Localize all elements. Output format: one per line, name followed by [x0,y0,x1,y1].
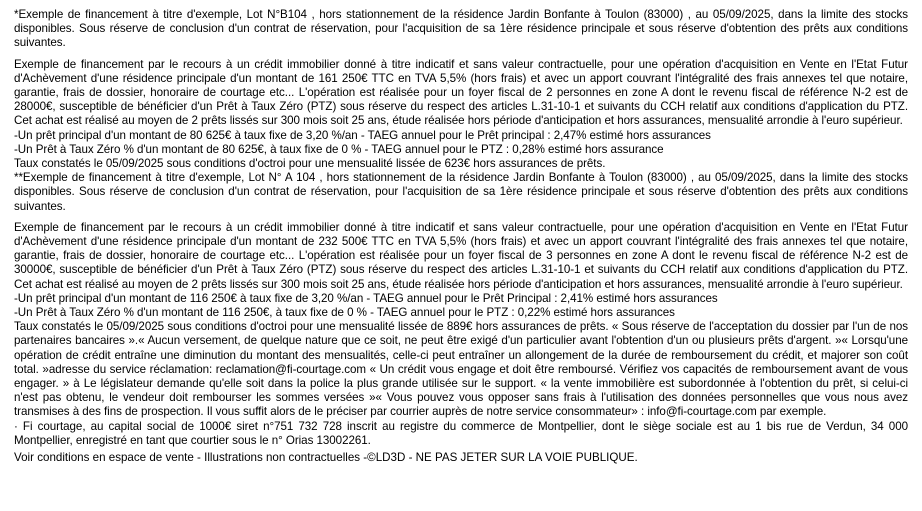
spacer [14,51,908,58]
offer-a-rates: Taux constatés le 05/09/2025 sous conditions d'octroi pour une mensualité lissée de 623€ hors assurances de prêts. [14,157,606,171]
offer-a-body: Exemple de financement par le recours à un crédit immobilier donné à titre indicatif et sans valeur contractuelle, pour une opération d'acquisition en Vente en l'Etat Futur d'Achèvement d'une résidence principale d'un montant de 161 250€ TTC en TVA 5,5% (hors frais) et avec un apport couvrant l'intégralité des frais annexes tel que notaire, garantie, frais de dossier, honoraire de courtage etc... L'opération est réalisée pour un foyer fiscal de 2 personnes en zone A dont le revenu fiscal de référence N-2 est de 28000€, susceptible de bénéficier d'un Prêt à Taux Zéro (PTZ) sous réserve du respect des articles L.31-10-1 et suivants du CCH relatif aux conditions d'application du PTZ. Cet achat est réalisé au moyen de 2 prêts lissés sur 300 mois soit 25 ans, étude réalisée hors période d'anticipation et hors assurances, mensualité arrondie à l'euro supérieur. [14,57,908,128]
offer-b-loan-2: -Un Prêt à Taux Zéro % d'un montant de 116 250€, à taux fixe de 0 % - TAEG annuel pour le PTZ : 0,22% estimé hors assurances [14,306,675,320]
spacer [14,214,908,221]
offer-b-rates: Taux constatés le 05/09/2025 sous conditions d'octroi pour une mensualité lissée de 889€ hors assurances de prêts. « Sous réserve de l'acceptation du dossier par l'un de nos partenaires bancaires ».« Aucun versement, de quelque nature que ce soit, ne peut être exigé d'un particulier avant l'obtention d'un ou plusieurs prêts d'argent. »« Lorsqu'une opération de crédit entraîne une diminution du montant des mensualités, celle-ci peut entraîner un allongement de la durée de remboursement du crédit, et majorer son coût total. »adresse du service réclamation: reclamation@fi-courtage.com « Un crédit vous engage et doit être remboursé. Vérifiez vos capacités de remboursement avant de vous engager. » à Le législateur demande qu'elle soit dans la police la plus grande utilisée sur le support. « la vente immobilière est subordonnée à l'obtention du prêt, si celui-ci n'est pas obtenu, le vendeur doit rembourser les sommes versées »« Vous pouvez vous opposer sans frais à l'utilisation des données personnelles que vous nous avez transmises à des fins de prospection. Il vous suffit alors de le préciser par courrier auprès de notre service consommateur» : info@fi-courtage.com par exemple. [14,320,908,419]
company-info: · Fi courtage, au capital social de 1000€ siret n°751 732 728 inscrit au registre du commerce de Montpellier, dont le siège sociale est au 1 bis rue de Verdun, 34 000 Montpellier, enregistré en tant que courtier sous le n° Orias 13002261. [14,419,908,447]
offer-a-loan-1: -Un prêt principal d'un montant de 80 625€ à taux fixe de 3,20 %/an - TAEG annuel pour le Prêt principal : 2,47% estimé hors assurances [14,128,711,142]
offer-a-intro: *Exemple de financement à titre d'exemple, Lot N°B104 , hors stationnement de la résidence Jardin Bonfante à Toulon (83000) , au 05/09/2025, dans la limite des stocks disponibles. Sous réserve de conclusion d'un contrat de réservation, pour l'acquisition de sa 1ère résidence principale et sous réserve d'obtention des prêts aux conditions suivantes. [14,8,908,50]
offer-b-intro: **Exemple de financement à titre d'exemple, Lot N° A 104 , hors stationnement de la résidence Jardin Bonfante à Toulon (83000) , au 05/09/2025, dans la limite des stocks disponibles. Sous réserve de conclusion d'un contrat de réservation, pour l'acquisition de sa 1ère résidence principale et sous réserve d'obtention des prêts aux conditions suivantes. [14,171,908,213]
footer-note: Voir conditions en espace de vente - Illustrations non contractuelles -©LD3D - NE PAS JETER SUR LA VOIE PUBLIQUE. [14,451,638,465]
offer-a-loan-2: -Un Prêt à Taux Zéro % d'un montant de 80 625€, à taux fixe de 0 % - TAEG annuel pour le PTZ : 0,28% estimé hors assurance [14,142,664,156]
offer-b-body: Exemple de financement par le recours à un crédit immobilier donné à titre indicatif et sans valeur contractuelle, pour une opération d'acquisition en Vente en l'Etat Futur d'Achèvement d'une résidence principale d'un montant de 232 500€ TTC en TVA 5,5% (hors frais) et avec un apport couvrant l'intégralité des frais annexes tel que notaire, garantie, frais de dossier, honoraire de courtage etc... L'opération est réalisée pour un foyer fiscal de 3 personnes en zone A dont le revenu fiscal de référence N-2 est de 30000€, susceptible de bénéficier d'un Prêt à Taux Zéro (PTZ) sous réserve du respect des articles L.31-10-1 et suivants du CCH relatif aux conditions d'application du PTZ. Cet achat est réalisé au moyen de 2 prêts lissés sur 300 mois soit 25 ans, étude réalisée hors période d'anticipation et hors assurances, mensualité arrondie à l'euro supérieur. [14,220,908,291]
offer-b-loan-1: -Un prêt principal d'un montant de 116 250€ à taux fixe de 3,20 %/an - TAEG annuel pour le Prêt Principal : 2,41% estimé hors assurances [14,291,718,305]
